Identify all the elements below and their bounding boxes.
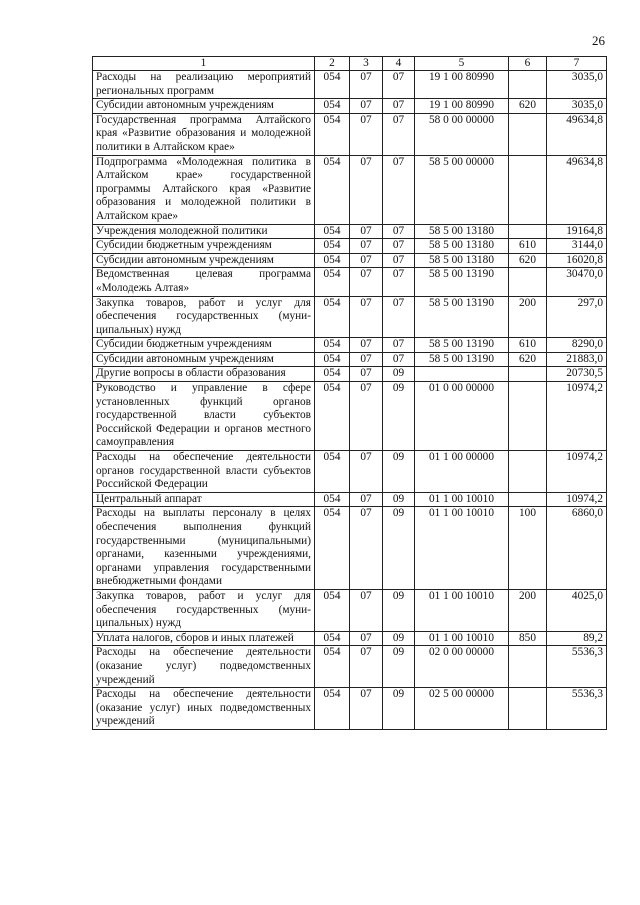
- expense-type-cell: [509, 155, 547, 224]
- subsection-cell: 09: [383, 631, 415, 646]
- amount-cell: 3035,0: [547, 99, 607, 114]
- section-cell: 07: [350, 492, 383, 507]
- admin-code-cell: 054: [315, 99, 350, 114]
- section-cell: 07: [350, 589, 383, 631]
- section-cell: 07: [350, 253, 383, 268]
- expense-type-cell: [509, 492, 547, 507]
- expense-type-cell: 850: [509, 631, 547, 646]
- section-cell: 07: [350, 382, 383, 451]
- section-cell: 07: [350, 646, 383, 688]
- row-name-cell: Субсидии автономным учреждениям: [93, 99, 315, 114]
- row-name-cell: Расходы на реализацию мероприятий региональных программ: [93, 71, 315, 99]
- expense-type-cell: 620: [509, 253, 547, 268]
- row-name-cell: Субсидии автономным учреждениям: [93, 253, 315, 268]
- subsection-cell: 09: [383, 688, 415, 730]
- section-cell: 07: [350, 507, 383, 590]
- target-item-cell: 58 5 00 13190: [415, 338, 509, 353]
- row-name-cell: Субсидии бюджетным учреждениям: [93, 239, 315, 254]
- admin-code-cell: 054: [315, 239, 350, 254]
- section-cell: 07: [350, 352, 383, 367]
- table-row: [93, 239, 607, 254]
- admin-code-cell: 054: [315, 382, 350, 451]
- subsection-cell: 07: [383, 113, 415, 155]
- column-header: 3: [350, 57, 383, 71]
- page-number: 26: [592, 33, 605, 48]
- row-name-cell: Руководство и управление в сфере установленных функций органов государственной власти субъектов Российской Федерации и органов местного самоуправления: [93, 382, 315, 451]
- section-cell: 07: [350, 239, 383, 254]
- target-item-cell: 58 5 00 13190: [415, 296, 509, 338]
- subsection-cell: 07: [383, 296, 415, 338]
- admin-code-cell: 054: [315, 352, 350, 367]
- amount-cell: 4025,0: [547, 589, 607, 631]
- amount-cell: 89,2: [547, 631, 607, 646]
- target-item-cell: 01 1 00 00000: [415, 451, 509, 493]
- subsection-cell: 09: [383, 382, 415, 451]
- expense-type-cell: [509, 382, 547, 451]
- subsection-cell: 09: [383, 507, 415, 590]
- row-name-cell: Подпрограмма «Молодежная политика в Алтайском крае» государственной программы Алтайского края «Развитие образования и молодежной политики в Алтайском крае»: [93, 155, 315, 224]
- section-cell: 07: [350, 451, 383, 493]
- amount-cell: 20730,5: [547, 367, 607, 382]
- section-cell: 07: [350, 296, 383, 338]
- admin-code-cell: 054: [315, 253, 350, 268]
- expense-type-cell: 610: [509, 239, 547, 254]
- expense-type-cell: 200: [509, 589, 547, 631]
- subsection-cell: 09: [383, 646, 415, 688]
- expense-type-cell: [509, 451, 547, 493]
- expense-type-cell: [509, 688, 547, 730]
- row-name-cell: Расходы на обеспечение деятельности органов государственной власти субъектов Российской Федерации: [93, 451, 315, 493]
- expense-type-cell: [509, 268, 547, 296]
- target-item-cell: 58 5 00 13180: [415, 239, 509, 254]
- row-name-cell: Ведомственная целевая программа «Молодежь Алтая»: [93, 268, 315, 296]
- row-name-cell: Субсидии автономным учреждениям: [93, 352, 315, 367]
- target-item-cell: 58 5 00 00000: [415, 155, 509, 224]
- section-cell: 07: [350, 268, 383, 296]
- expense-type-cell: 620: [509, 99, 547, 114]
- expense-type-cell: [509, 71, 547, 99]
- column-header: 6: [509, 57, 547, 71]
- amount-cell: 5536,3: [547, 646, 607, 688]
- amount-cell: 6860,0: [547, 507, 607, 590]
- column-header: 5: [415, 57, 509, 71]
- section-cell: 07: [350, 688, 383, 730]
- admin-code-cell: 054: [315, 688, 350, 730]
- table-row: [93, 451, 607, 493]
- table-row: [93, 367, 607, 382]
- admin-code-cell: 054: [315, 492, 350, 507]
- amount-cell: 5536,3: [547, 688, 607, 730]
- section-cell: 07: [350, 631, 383, 646]
- table-row: [93, 268, 607, 296]
- subsection-cell: 07: [383, 71, 415, 99]
- subsection-cell: 07: [383, 352, 415, 367]
- amount-cell: 19164,8: [547, 224, 607, 239]
- admin-code-cell: 054: [315, 451, 350, 493]
- subsection-cell: 07: [383, 99, 415, 114]
- table-row: [93, 71, 607, 99]
- section-cell: 07: [350, 367, 383, 382]
- table-row: [93, 352, 607, 367]
- admin-code-cell: 054: [315, 296, 350, 338]
- target-item-cell: 19 1 00 80990: [415, 71, 509, 99]
- table-row: [93, 113, 607, 155]
- row-name-cell: Расходы на обеспечение деятельности (оказание услуг) подведомственных учреждений: [93, 646, 315, 688]
- expense-type-cell: 200: [509, 296, 547, 338]
- target-item-cell: 02 0 00 00000: [415, 646, 509, 688]
- subsection-cell: 07: [383, 239, 415, 254]
- admin-code-cell: 054: [315, 631, 350, 646]
- target-item-cell: 01 1 00 10010: [415, 507, 509, 590]
- section-cell: 07: [350, 71, 383, 99]
- amount-cell: 30470,0: [547, 268, 607, 296]
- target-item-cell: 02 5 00 00000: [415, 688, 509, 730]
- table-row: [93, 507, 607, 590]
- admin-code-cell: 054: [315, 646, 350, 688]
- row-name-cell: Субсидии бюджетным учреждениям: [93, 338, 315, 353]
- subsection-cell: 07: [383, 338, 415, 353]
- target-item-cell: 19 1 00 80990: [415, 99, 509, 114]
- target-item-cell: 58 5 00 13180: [415, 253, 509, 268]
- table-row: [93, 646, 607, 688]
- amount-cell: 297,0: [547, 296, 607, 338]
- expense-type-cell: [509, 113, 547, 155]
- table-row: [93, 99, 607, 114]
- row-name-cell: Уплата налогов, сборов и иных платежей: [93, 631, 315, 646]
- expense-type-cell: 100: [509, 507, 547, 590]
- admin-code-cell: 054: [315, 155, 350, 224]
- target-item-cell: 58 5 00 13180: [415, 224, 509, 239]
- admin-code-cell: 054: [315, 268, 350, 296]
- amount-cell: 8290,0: [547, 338, 607, 353]
- target-item-cell: 01 1 00 10010: [415, 589, 509, 631]
- row-name-cell: Центральный аппарат: [93, 492, 315, 507]
- table-row: [93, 631, 607, 646]
- table-row: [93, 492, 607, 507]
- section-cell: 07: [350, 338, 383, 353]
- expense-type-cell: [509, 367, 547, 382]
- target-item-cell: 58 0 00 00000: [415, 113, 509, 155]
- target-item-cell: 58 5 00 13190: [415, 352, 509, 367]
- table-row: [93, 224, 607, 239]
- expense-type-cell: 620: [509, 352, 547, 367]
- row-name-cell: Расходы на обеспечение деятельности (оказание услуг) иных подведомственных учреждений: [93, 688, 315, 730]
- amount-cell: 49634,8: [547, 113, 607, 155]
- amount-cell: 49634,8: [547, 155, 607, 224]
- amount-cell: 10974,2: [547, 492, 607, 507]
- target-item-cell: [415, 367, 509, 382]
- table-body: [93, 71, 607, 730]
- amount-cell: 10974,2: [547, 382, 607, 451]
- subsection-cell: 09: [383, 589, 415, 631]
- admin-code-cell: 054: [315, 338, 350, 353]
- amount-cell: 10974,2: [547, 451, 607, 493]
- table-row: [93, 253, 607, 268]
- row-name-cell: Закупка товаров, работ и услуг для обеспечения государственных (муниципальных) нужд: [93, 589, 315, 631]
- subsection-cell: 09: [383, 451, 415, 493]
- subsection-cell: 07: [383, 253, 415, 268]
- expense-type-cell: [509, 646, 547, 688]
- table-row: [93, 155, 607, 224]
- amount-cell: 3144,0: [547, 239, 607, 254]
- expense-type-cell: 610: [509, 338, 547, 353]
- target-item-cell: 01 1 00 10010: [415, 492, 509, 507]
- target-item-cell: 01 0 00 00000: [415, 382, 509, 451]
- admin-code-cell: 054: [315, 113, 350, 155]
- subsection-cell: 07: [383, 224, 415, 239]
- table-row: [93, 338, 607, 353]
- column-header: 2: [315, 57, 350, 71]
- table-row: [93, 688, 607, 730]
- section-cell: 07: [350, 99, 383, 114]
- amount-cell: 3035,0: [547, 71, 607, 99]
- budget-table: [92, 56, 607, 730]
- section-cell: 07: [350, 155, 383, 224]
- admin-code-cell: 054: [315, 589, 350, 631]
- target-item-cell: 01 1 00 10010: [415, 631, 509, 646]
- admin-code-cell: 054: [315, 367, 350, 382]
- column-header: 4: [383, 57, 415, 71]
- column-header: 7: [547, 57, 607, 71]
- admin-code-cell: 054: [315, 71, 350, 99]
- table-row: [93, 589, 607, 631]
- admin-code-cell: 054: [315, 507, 350, 590]
- row-name-cell: Закупка товаров, работ и услуг для обеспечения государственных (муниципальных) нужд: [93, 296, 315, 338]
- column-header: 1: [93, 57, 315, 71]
- expense-type-cell: [509, 224, 547, 239]
- subsection-cell: 09: [383, 492, 415, 507]
- row-name-cell: Другие вопросы в области образования: [93, 367, 315, 382]
- subsection-cell: 09: [383, 367, 415, 382]
- row-name-cell: Расходы на выплаты персоналу в целях обеспечения выполнения функций государственными (муниципальными) органами, казенными учреждениями, органами управления государственными внебюджетными фондами: [93, 507, 315, 590]
- target-item-cell: 58 5 00 13190: [415, 268, 509, 296]
- table-row: [93, 382, 607, 451]
- row-name-cell: Государственная программа Алтайского края «Развитие образования и молодежной политики в Алтайском крае»: [93, 113, 315, 155]
- subsection-cell: 07: [383, 155, 415, 224]
- table-row: [93, 296, 607, 338]
- section-cell: 07: [350, 113, 383, 155]
- amount-cell: 21883,0: [547, 352, 607, 367]
- table-header-row: [93, 57, 607, 71]
- admin-code-cell: 054: [315, 224, 350, 239]
- section-cell: 07: [350, 224, 383, 239]
- row-name-cell: Учреждения молодежной политики: [93, 224, 315, 239]
- subsection-cell: 07: [383, 268, 415, 296]
- amount-cell: 16020,8: [547, 253, 607, 268]
